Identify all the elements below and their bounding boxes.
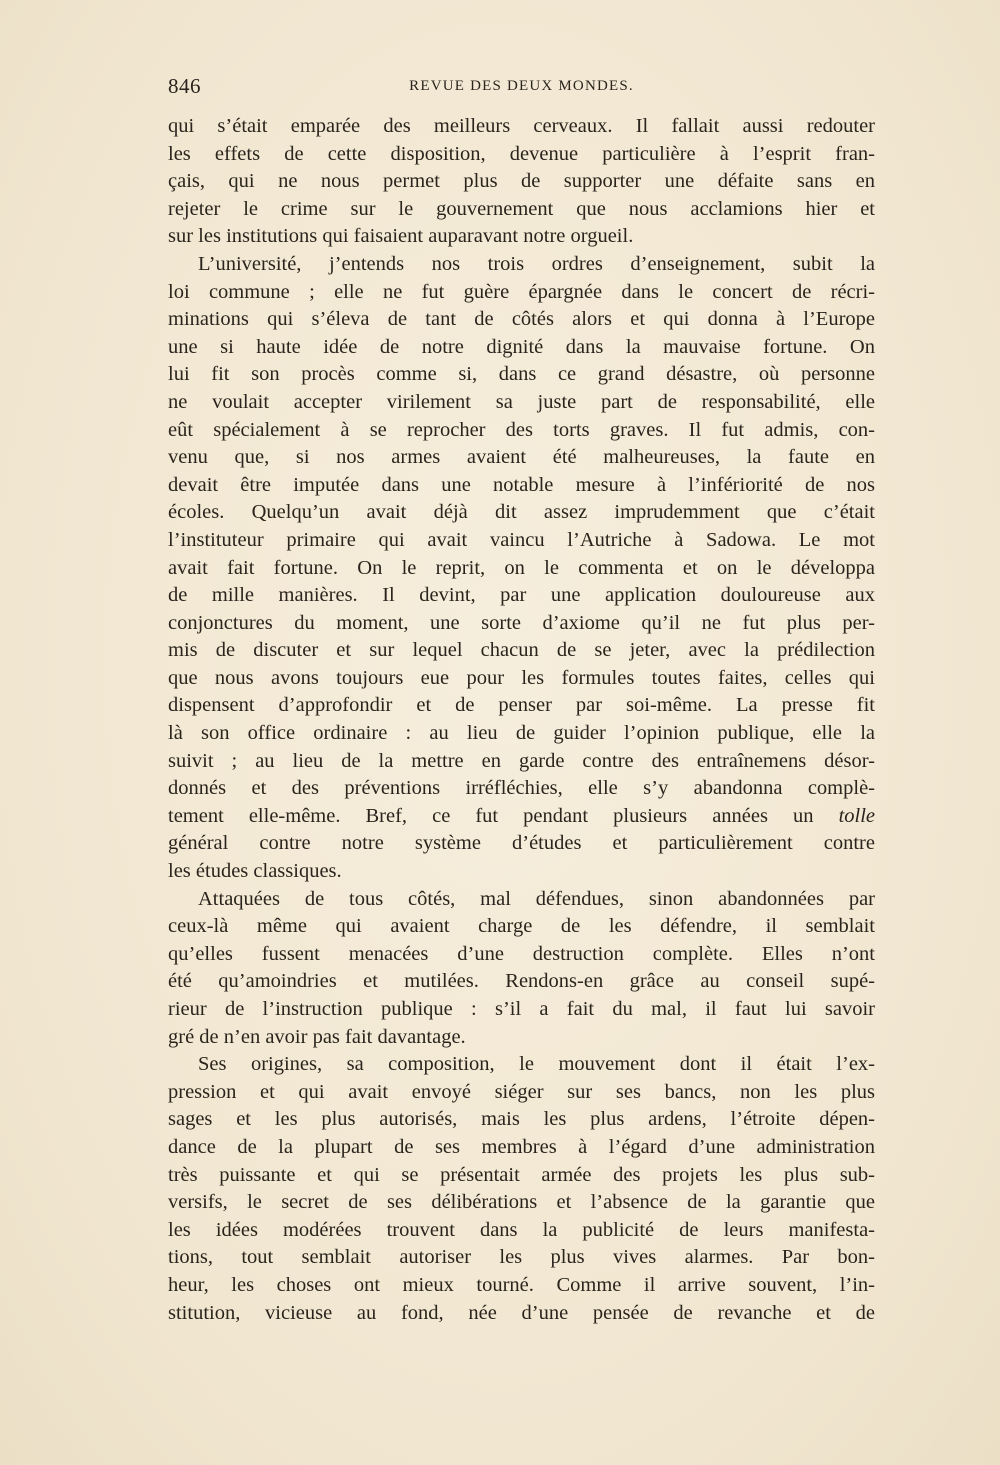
text-line: tions, tout semblait autoriser les plus vives alarmes. Par bon- bbox=[168, 1246, 875, 1269]
text-line: été qu’amoindries et mutilées. Rendons-en grâce au conseil supé- bbox=[168, 970, 875, 993]
text-line: venu que, si nos armes avaient été malheureuses, la faute en bbox=[168, 446, 875, 469]
text-line: ceux-là même qui avaient charge de les défendre, il semblait bbox=[168, 915, 875, 938]
text-line: rieur de l’instruction publique : s’il a fait du mal, il faut lui savoir bbox=[168, 998, 875, 1020]
text-line: rejeter le crime sur le gouvernement que nous acclamions hier et bbox=[168, 197, 875, 220]
text-line: mis de discuter et sur lequel chacun de se jeter, avec la prédilection bbox=[168, 639, 875, 662]
text-line: gré de n’en avoir pas fait davantage. bbox=[168, 1025, 466, 1048]
text-line: lui fit son procès comme si, dans ce grand désastre, où personne bbox=[168, 363, 875, 386]
text-line: ne voulait accepter virilement sa juste part de responsabilité, elle bbox=[168, 390, 875, 413]
text-line: stitution, vicieuse au fond, née d’une pensée de revanche et de bbox=[168, 1301, 875, 1324]
text-line: eût spécialement à se reprocher des torts graves. Il fut admis, con- bbox=[168, 418, 875, 441]
text-line: avait fait fortune. On le reprit, on le commenta et on le développa bbox=[168, 556, 875, 579]
text-line: qui s’était emparée des meilleurs cerveaux. Il fallait aussi redouter bbox=[168, 115, 875, 137]
text-line: les études classiques. bbox=[168, 860, 342, 883]
italic-word: tolle bbox=[838, 804, 875, 827]
running-head: REVUE DES DEUX MONDES. bbox=[409, 78, 634, 94]
text-line: Ses origines, sa composition, le mouvement dont il était l’ex- bbox=[198, 1053, 875, 1076]
text-line: les effets de cette disposition, devenue particulière à l’esprit fran- bbox=[168, 142, 875, 165]
text-line: l’instituteur primaire qui avait vaincu l’Autriche à Sadowa. Le mot bbox=[168, 528, 875, 551]
text-line: une si haute idée de notre dignité dans la mauvaise fortune. On bbox=[168, 335, 875, 358]
page-number: 846 bbox=[168, 74, 201, 98]
text-line: dance de la plupart de ses membres à l’égard d’une administration bbox=[168, 1135, 875, 1158]
text-line: dispensent d’approfondir et de penser par soi-même. La presse fit bbox=[168, 694, 875, 717]
text-line: sages et les plus autorisés, mais les plus ardens, l’étroite dépen- bbox=[168, 1108, 875, 1131]
text-line: conjonctures du moment, une sorte d’axiome qu’il ne fut plus per- bbox=[168, 611, 875, 634]
text-line: sur les institutions qui faisaient auparavant notre orgueil. bbox=[168, 225, 634, 248]
text-line: heur, les choses ont mieux tourné. Comme il arrive souvent, l’in- bbox=[168, 1273, 875, 1296]
text-line: L’université, j’entends nos trois ordres d’enseignement, subit la bbox=[198, 252, 875, 275]
text-line: de mille manières. Il devint, par une application douloureuse aux bbox=[168, 584, 875, 607]
text-line-with-italic bbox=[168, 803, 875, 831]
text-line: versifs, le secret de ses délibérations et l’absence de la garantie que bbox=[168, 1191, 875, 1214]
text-line-start: tement elle-même. Bref, ce fut pendant plusieurs années un bbox=[168, 804, 839, 827]
text-line: suivit ; au lieu de la mettre en garde contre des entraînemens désor- bbox=[168, 749, 875, 772]
text-line: donnés et des préventions irréfléchies, elle s’y abandonna complè- bbox=[168, 777, 875, 800]
text-line: pression et qui avait envoyé siéger sur ses bancs, non les plus bbox=[168, 1080, 875, 1103]
text-line: minations qui s’éleva de tant de côtés alors et qui donna à l’Europe bbox=[168, 308, 875, 331]
text-line: les idées modérées trouvent dans la publicité de leurs manifesta- bbox=[168, 1218, 875, 1241]
text-line: çais, qui ne nous permet plus de supporter une défaite sans en bbox=[168, 170, 875, 193]
text-line: là son office ordinaire : au lieu de guider l’opinion publique, elle la bbox=[168, 722, 875, 745]
text-line: Attaquées de tous côtés, mal défendues, sinon abandonnées par bbox=[198, 887, 875, 910]
text-line: très puissante et qui se présentait armée des projets les plus sub- bbox=[168, 1163, 875, 1186]
text-line: général contre notre système d’études et particulièrement contre bbox=[168, 832, 875, 855]
text-line: que nous avons toujours eue pour les formules toutes faites, celles qui bbox=[168, 666, 875, 689]
text-line: qu’elles fussent menacées d’une destruction complète. Elles n’ont bbox=[168, 942, 875, 965]
page-header bbox=[168, 74, 875, 104]
text-line: écoles. Quelqu’un avait déjà dit assez imprudemment que c’était bbox=[168, 501, 875, 524]
text-line: devait être imputée dans une notable mesure à l’infériorité de nos bbox=[168, 473, 875, 496]
text-line: loi commune ; elle ne fut guère épargnée dans le concert de récri- bbox=[168, 280, 875, 303]
body-text bbox=[168, 113, 875, 1327]
